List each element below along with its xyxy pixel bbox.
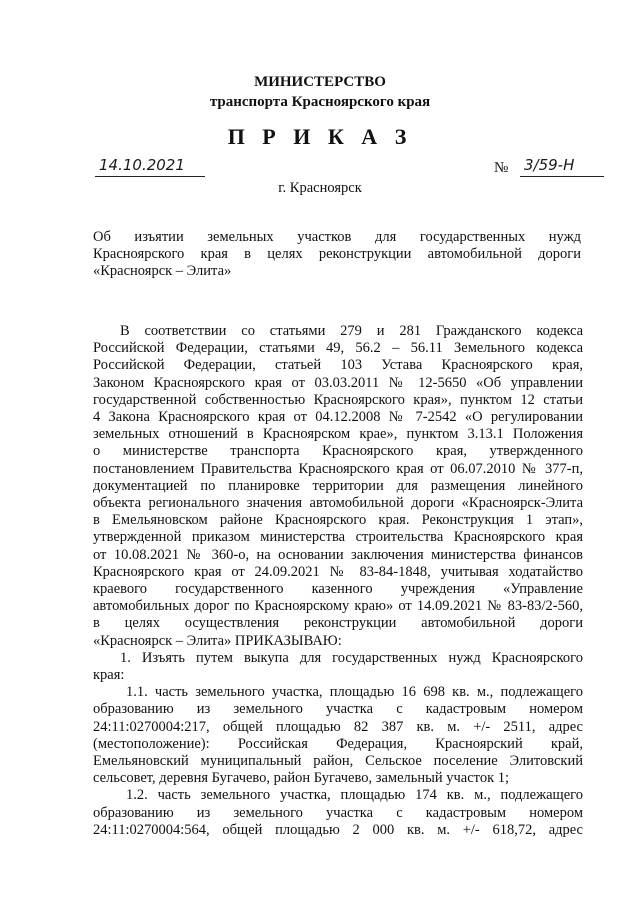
body-line: в Емельяновском районе Красноярского края. Реконструкция 1 этап»,: [93, 512, 583, 529]
body-line: государственной собственностью Красноярского края», пунктом 12 статьи: [93, 391, 583, 408]
order-date-handwritten: 14.10.2021: [99, 156, 185, 174]
order-number-line: [520, 156, 604, 177]
body-line: документацией по планировке территории для размещения линейного: [93, 477, 583, 494]
ministry-name: МИНИСТЕРСТВО: [254, 74, 386, 90]
body-line: «Красноярск – Элита» ПРИКАЗЫВАЮ:: [93, 632, 342, 649]
body-line: земельных отношений в Красноярском крае», пунктом 3.13.1 Положения: [93, 426, 583, 443]
subject-line: Красноярского края в целях реконструкции автомобильной дороги: [93, 246, 581, 262]
body-line: постановлением Правительства Красноярского края от 06.07.2010 № 377-п,: [93, 460, 583, 477]
body-line: 1.2. часть земельного участка, площадью 174 кв. м., подлежащего: [126, 787, 583, 804]
body-line: Российской Федерации, статьями 49, 56.2 – 56.11 Земельного кодекса: [93, 340, 583, 357]
body-line: Красноярского края от 24.09.2021 № 83-84-1848, учитывая ходатайство: [93, 563, 583, 580]
body-line: автомобильных дорог по Красноярскому краю» от 14.09.2021 № 83-83/2-560,: [93, 598, 583, 615]
body-line: образованию из земельного участка с кадастровым номером: [93, 701, 583, 718]
body-line: образованию из земельного участка с кадастровым номером: [93, 804, 583, 821]
body-line: края:: [93, 667, 125, 684]
body-line: Емельяновский муниципальный район, Сельское поселение Элитовский: [93, 753, 583, 770]
body-line: объекта регионального значения автомобильной дороги «Красноярск-Элита: [93, 495, 583, 512]
order-number-field: [494, 156, 604, 178]
order-date-field: [95, 156, 205, 177]
body-line: в целях осуществления реконструкции автомобильной дороги: [93, 615, 583, 632]
body-line: от 10.08.2021 № 360-о, на основании заключения министерства финансов: [93, 546, 583, 563]
body-line: 24:11:0270004:217, общей площадью 82 387 кв. м. +/- 2511, адрес: [93, 718, 583, 735]
body-line: 1. Изъять путем выкупа для государственных нужд Красноярского: [120, 649, 583, 666]
body-line: Российской Федерации, статьей 103 Устава Красноярского края,: [93, 357, 583, 374]
order-body: [93, 323, 583, 839]
subject-line: «Красноярск – Элита»: [93, 263, 232, 279]
ministry-header: [0, 72, 640, 112]
city-line: г. Красноярск: [278, 180, 362, 196]
subject-line: Об изъятии земельных участков для государственных нужд: [93, 229, 581, 245]
body-line: утвержденной приказом министерства строительства Красноярского края: [93, 529, 583, 546]
body-line: сельсовет, деревня Бугачево, район Бугачево, замельный участок 1;: [93, 770, 510, 787]
order-subject: [93, 229, 581, 280]
body-line: 24:11:0270004:564, общей площадью 2 000 кв. м. +/- 618,72, адрес: [93, 821, 583, 838]
body-line: (местоположение): Российская Федерация, Красноярский край,: [93, 735, 583, 752]
body-line: Законом Красноярского края от 03.03.2011 № 12-5650 «Об управлении: [93, 374, 583, 391]
number-sign: №: [494, 160, 509, 176]
ministry-department: транспорта Красноярского края: [209, 94, 431, 110]
order-number-handwritten: 3/59-Н: [524, 156, 575, 174]
body-line: о министерстве транспорта Красноярского края, утвержденного: [93, 443, 583, 460]
order-title: П Р И К А З: [227, 124, 413, 149]
body-line: 4 Закона Красноярского края от 04.12.2008 № 7-2542 «О регулировании: [93, 409, 583, 426]
body-line: краевого государственного казенного учреждения «Управление: [93, 581, 583, 598]
body-line: В соответствии со статьями 279 и 281 Гражданского кодекса: [120, 323, 583, 339]
body-line: 1.1. часть земельного участка, площадью 16 698 кв. м., подлежащего: [126, 684, 583, 701]
